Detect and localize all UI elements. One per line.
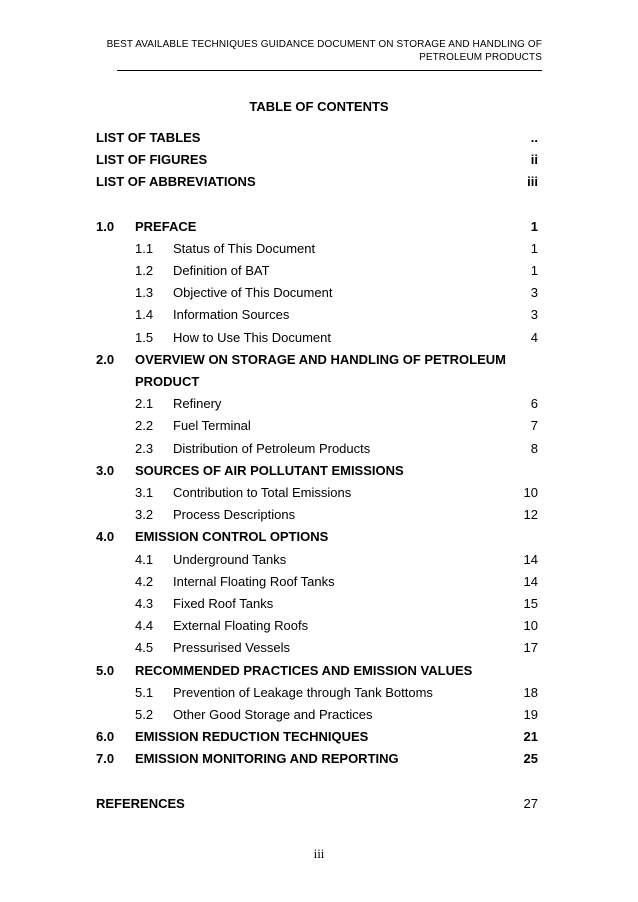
toc-page-number: 7: [530, 418, 538, 434]
toc-section-title: Internal Floating Roof Tanks: [173, 573, 335, 589]
toc-section-title: Objective of This Document: [173, 285, 333, 301]
toc-section-title: External Floating Roofs: [173, 618, 309, 634]
toc-page-number: 27: [523, 795, 538, 811]
toc-page-number: 25: [523, 751, 538, 767]
toc-chapter-title: EMISSION REDUCTION TECHNIQUES: [135, 729, 369, 745]
toc-section-entry[interactable]: [96, 283, 542, 303]
toc-page-number: 12: [523, 507, 538, 523]
toc-chapter-number: 1.0: [96, 218, 115, 234]
toc-list-entry[interactable]: [96, 128, 542, 148]
toc-page-number: 14: [523, 573, 538, 589]
toc-page-number: 1: [530, 240, 538, 256]
toc-chapter-entry[interactable]: [96, 461, 542, 481]
toc-chapter-number: 6.0: [96, 729, 115, 745]
toc-chapter-number: 4.0: [96, 529, 115, 545]
toc-chapter-entry-continued[interactable]: [96, 372, 542, 392]
toc-list-label: LIST OF FIGURES: [96, 152, 208, 168]
toc-chapter-entry[interactable]: [96, 749, 542, 769]
toc-section-number: 5.1: [135, 684, 154, 700]
toc-chapter-title: EMISSION MONITORING AND REPORTING: [135, 751, 399, 767]
toc-references-entry[interactable]: [96, 794, 542, 814]
toc-section-entry[interactable]: [96, 705, 542, 725]
toc-page-number: 15: [523, 596, 538, 611]
toc-section-entry[interactable]: [96, 550, 542, 570]
toc-section-number: 1.5: [135, 329, 154, 345]
toc-chapter-title: EMISSION CONTROL OPTIONS: [135, 529, 329, 545]
toc-page-number: 6: [530, 396, 538, 412]
toc-section-entry[interactable]: [96, 328, 542, 348]
toc-section-title: Prevention of Leakage through Tank Bottoms: [173, 684, 433, 700]
toc-page-number: 19: [523, 707, 538, 722]
toc-section-number: 4.2: [135, 573, 154, 589]
toc-section-number: 2.1: [135, 396, 154, 412]
toc-section-entry[interactable]: [96, 638, 542, 658]
toc-section-entry[interactable]: [96, 683, 542, 703]
toc-list-label: LIST OF ABBREVIATIONS: [96, 174, 256, 190]
toc-list-entry[interactable]: [96, 172, 542, 192]
toc-section-entry[interactable]: [96, 572, 542, 592]
toc-page-number: ii: [530, 152, 538, 168]
toc-chapter-entry[interactable]: [96, 661, 542, 681]
toc-chapter-title: RECOMMENDED PRACTICES AND EMISSION VALUES: [135, 662, 473, 678]
toc-page-number: 14: [523, 551, 538, 567]
toc-references-label: REFERENCES: [96, 795, 185, 811]
toc-section-title: How to Use This Document: [173, 329, 331, 345]
toc-section-number: 1.1: [135, 240, 154, 256]
toc-section-title: Distribution of Petroleum Products: [173, 440, 371, 456]
toc-section-number: 4.3: [135, 596, 154, 611]
running-header-line-2: PETROLEUM PRODUCTS: [419, 52, 542, 63]
page-number: iii: [313, 846, 325, 861]
toc-section-number: 4.5: [135, 640, 154, 656]
toc-section-number: 4.1: [135, 551, 154, 567]
toc-chapter-entry[interactable]: [96, 727, 542, 747]
toc-section-number: 1.4: [135, 307, 154, 323]
toc-section-entry[interactable]: [96, 439, 542, 459]
toc-section-title: Other Good Storage and Practices: [173, 707, 373, 722]
toc-chapter-entry[interactable]: [96, 527, 542, 547]
toc-section-entry[interactable]: [96, 416, 542, 436]
toc-section-entry[interactable]: [96, 305, 542, 325]
toc-section-entry[interactable]: [96, 483, 542, 503]
toc-page-number: 4: [530, 329, 538, 345]
toc-section-number: 4.4: [135, 618, 154, 634]
toc-chapter-number: 5.0: [96, 662, 115, 678]
toc-list-entry[interactable]: [96, 150, 542, 170]
toc-section-entry[interactable]: [96, 261, 542, 281]
toc-section-number: 1.2: [135, 263, 154, 278]
toc-chapter-number: 2.0: [96, 351, 115, 367]
toc-chapter-entry[interactable]: [96, 217, 542, 237]
toc-page-number: 21: [523, 729, 538, 745]
toc-page-number: 8: [530, 440, 538, 456]
toc-page-number: iii: [527, 174, 538, 190]
toc-page-number: 10: [523, 618, 538, 634]
toc-section-entry[interactable]: [96, 505, 542, 525]
toc-section-number: 1.3: [135, 285, 154, 301]
toc-section-title: Fuel Terminal: [173, 418, 251, 434]
toc-chapter-number: 3.0: [96, 462, 115, 478]
toc-page-number: 10: [523, 485, 538, 500]
toc-section-number: 2.2: [135, 418, 154, 434]
toc-page-number: ..: [530, 130, 538, 145]
toc-page-number: 3: [530, 307, 538, 323]
toc-section-title: Fixed Roof Tanks: [173, 596, 274, 611]
toc-section-entry[interactable]: [96, 594, 542, 614]
toc-section-title: Refinery: [173, 396, 222, 412]
toc-section-title: Information Sources: [173, 307, 290, 323]
toc-page-number: 1: [530, 218, 538, 234]
toc-section-title: Underground Tanks: [173, 551, 287, 567]
toc-page-number: 3: [530, 285, 538, 301]
toc-section-number: 3.2: [135, 507, 154, 523]
running-header-line-1: BEST AVAILABLE TECHNIQUES GUIDANCE DOCUMENT ON STORAGE AND HANDLING OF: [106, 39, 542, 50]
toc-section-entry[interactable]: [96, 394, 542, 414]
toc-section-title: Definition of BAT: [173, 263, 270, 278]
toc-section-title: Process Descriptions: [173, 507, 296, 523]
toc-section-entry[interactable]: [96, 239, 542, 259]
toc-page-number: 17: [523, 640, 538, 656]
running-header: [102, 38, 542, 64]
toc-section-title: Status of This Document: [173, 240, 316, 256]
toc-section-number: 5.2: [135, 707, 154, 722]
toc-section-number: 3.1: [135, 485, 154, 500]
toc-section-entry[interactable]: [96, 616, 542, 636]
header-rule: [117, 70, 542, 71]
toc-chapter-number: 7.0: [96, 751, 115, 767]
toc-chapter-title: PREFACE: [135, 218, 197, 234]
toc-chapter-title-continued: PRODUCT: [135, 374, 200, 389]
toc-section-number: 2.3: [135, 440, 154, 456]
toc-section-title: Contribution to Total Emissions: [173, 485, 352, 500]
toc-chapter-title: OVERVIEW ON STORAGE AND HANDLING OF PETROLEUM: [135, 351, 507, 367]
toc-page-number: 18: [523, 684, 538, 700]
toc-list-label: LIST OF TABLES: [96, 130, 201, 145]
toc-page-number: 1: [530, 263, 538, 278]
toc-chapter-entry[interactable]: [96, 350, 542, 370]
toc-title: TABLE OF CONTENTS: [249, 99, 389, 114]
toc-section-title: Pressurised Vessels: [173, 640, 291, 656]
toc-chapter-title: SOURCES OF AIR POLLUTANT EMISSIONS: [135, 462, 404, 478]
